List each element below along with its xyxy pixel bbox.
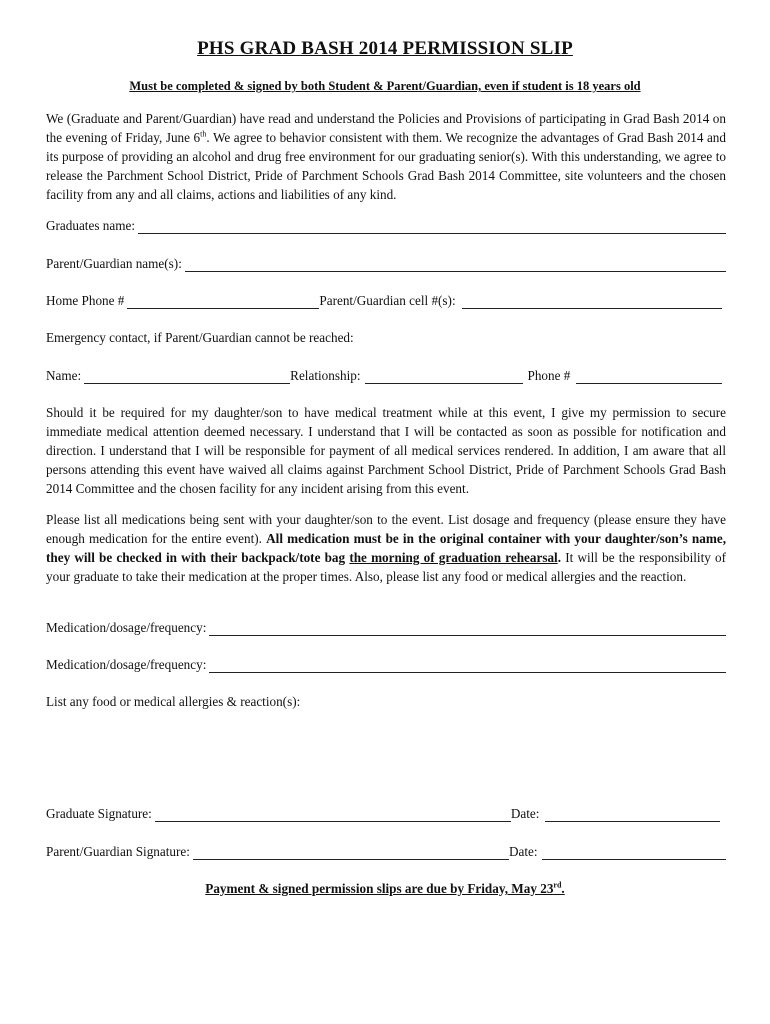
intro-text-1: We (Graduate and Parent/Guardian) have read and understand the Policies and Provisions of participating in Grad Bash 2014 on the evening of Friday, June 6 <box>46 111 726 145</box>
relationship-label: Relationship: <box>290 368 361 383</box>
graduate-date-field[interactable] <box>545 808 720 822</box>
emergency-contact-heading: Emergency contact, if Parent/Guardian cannot be reached: <box>46 330 354 345</box>
parent-signature-row <box>46 842 726 860</box>
parent-name-label: Parent/Guardian name(s): <box>46 256 182 271</box>
parent-date-field[interactable] <box>542 846 727 860</box>
medication-bold-text: All medication must be in the original container with your daughter/son’s name, they will be checked in with their backpack/tote bag <box>46 531 726 565</box>
payment-due-note <box>0 881 770 897</box>
parent-signature-field[interactable] <box>193 846 509 860</box>
parent-signature-label: Parent/Guardian Signature: <box>46 844 190 859</box>
parent-cell-field[interactable] <box>462 295 722 309</box>
footer-text: Payment & signed permission slips are due by Friday, May 23 <box>205 881 554 896</box>
emergency-phone-field[interactable] <box>576 370 722 384</box>
graduate-name-row <box>46 216 726 234</box>
home-phone-label: Home Phone # <box>46 293 125 308</box>
medication-text-1: Please list all medications being sent with your daughter/son to the event. List dosage and frequency (please ensure they have enough medication for the entire event). <box>46 512 726 546</box>
graduate-date-label: Date: <box>510 806 540 821</box>
parent-name-row <box>46 254 726 272</box>
graduate-name-label: Graduates name: <box>46 218 135 233</box>
parent-cell-label: Parent/Guardian cell #(s): <box>319 293 456 308</box>
medication-field-1[interactable] <box>209 622 726 636</box>
medication-paragraph <box>46 510 726 586</box>
intro-text-2: . We agree to behavior consistent with them. We recognize the advantages of Grad Bash 2014 and its purpose of providing an alcohol and drug free environment for our graduating senior(s). With this understanding, we agree to release the Parchment School District, Pride of Parchment Schools Grad Bash 2014 Committee, site volunteers and the chosen facility from any and all claims, actions and liabilities of any kind. <box>46 130 726 202</box>
page-subtitle: Must be completed & signed by both Student & Parent/Guardian, even if student is 18 years old <box>129 79 641 93</box>
relationship-field[interactable] <box>365 370 523 384</box>
footer-superscript: rd <box>553 880 562 890</box>
home-phone-field[interactable] <box>127 295 319 309</box>
footer-end: . <box>561 881 565 896</box>
emergency-phone-label: Phone # <box>527 368 571 383</box>
parent-name-field[interactable] <box>185 258 726 272</box>
intro-paragraph <box>46 109 726 204</box>
medication-label-1: Medication/dosage/frequency: <box>46 620 207 635</box>
emergency-name-field[interactable] <box>84 370 290 384</box>
medication-rehearsal-text: the morning of graduation rehearsal <box>349 550 558 565</box>
medication-field-2[interactable] <box>209 659 726 673</box>
medication-row-2 <box>46 655 726 673</box>
emergency-heading-row <box>46 328 726 346</box>
graduate-signature-row <box>46 804 726 822</box>
allergies-label: List any food or medical allergies & reaction(s): <box>46 694 301 709</box>
medication-row-1 <box>46 618 726 636</box>
medication-label-2: Medication/dosage/frequency: <box>46 657 207 672</box>
medication-text-2: It will be the responsibility of your graduate to take their medication at the proper times. Also, please list any food or medical allergies and the reaction. <box>46 550 727 584</box>
allergies-row <box>46 692 726 710</box>
intro-superscript: th <box>200 129 207 139</box>
graduate-signature-label: Graduate Signature: <box>46 806 152 821</box>
graduate-name-field[interactable] <box>138 220 726 234</box>
medication-bold-end: . <box>557 550 562 565</box>
phone-row <box>46 291 726 309</box>
medical-paragraph: Should it be required for my daughter/son to have medical treatment while at this event, I give my permission to secure immediate medical attention deemed necessary. I understand that I will be contacted as soon as possible for notification and direction. I understand that I will be responsible for payment of all medical services rendered. In addition, I am aware that all persons attending this event have waived all claims against Parchment School District, Pride of Parchment Schools Grad Bash 2014 Committee and the chosen facility for any incident arising from this event. <box>46 405 726 496</box>
emergency-name-label: Name: <box>46 368 82 383</box>
parent-date-label: Date: <box>508 844 538 859</box>
page-title: PHS GRAD BASH 2014 PERMISSION SLIP <box>197 38 573 59</box>
graduate-signature-field[interactable] <box>155 808 511 822</box>
emergency-contact-row <box>46 366 726 384</box>
